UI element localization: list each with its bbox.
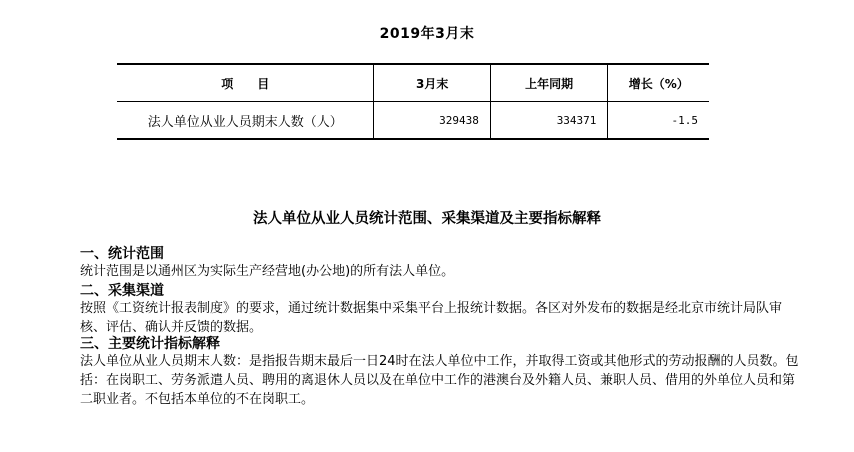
header-item: 项 目 (117, 64, 374, 102)
document-title: 法人单位从业人员统计范围、采集渠道及主要指标解释 (253, 211, 601, 227)
row-item: 法人单位从业人员期末人数（人） (117, 102, 374, 140)
section-indicators (80, 336, 800, 409)
statistics-table (117, 63, 709, 140)
header-last-year: 上年同期 (490, 64, 608, 102)
header-growth: 增长（%） (628, 76, 689, 91)
section-heading: 一、统计范围 (80, 246, 164, 262)
section-heading: 二、采集渠道 (80, 283, 164, 299)
row-growth: -1.5 (671, 113, 698, 127)
table-row (117, 102, 709, 140)
row-last-year: 334371 (490, 102, 608, 140)
header-current: 3月末 (374, 64, 491, 102)
section-body: 按照《工资统计报表制度》的要求，通过统计数据集中采集平台上报统计数据。各区对外发布的数据是经北京市统计局队审核、评估、确认并反馈的数据。 (80, 301, 783, 335)
period-title: 2019年3月末 (379, 26, 475, 42)
table-header-row (117, 64, 709, 102)
section-body: 统计范围是以通州区为实际生产经营地(办公地)的所有法人单位。 (80, 264, 455, 279)
section-scope (80, 246, 800, 281)
section-channel (80, 283, 800, 337)
section-body: 法人单位从业人员期末人数：是指报告期末最后一日24时在法人单位中工作，并取得工资或其他形式的劳动报酬的人员数。包括：在岗职工、劳务派遣人员、聘用的离退休人员以及在单位中工作的港澳台及外籍人员、兼职人员、借用的外单位人员和第二职业者。不包括本单位的不在岗职工。 (80, 354, 799, 407)
section-heading: 三、主要统计指标解释 (80, 336, 220, 352)
row-current: 329438 (374, 102, 491, 140)
